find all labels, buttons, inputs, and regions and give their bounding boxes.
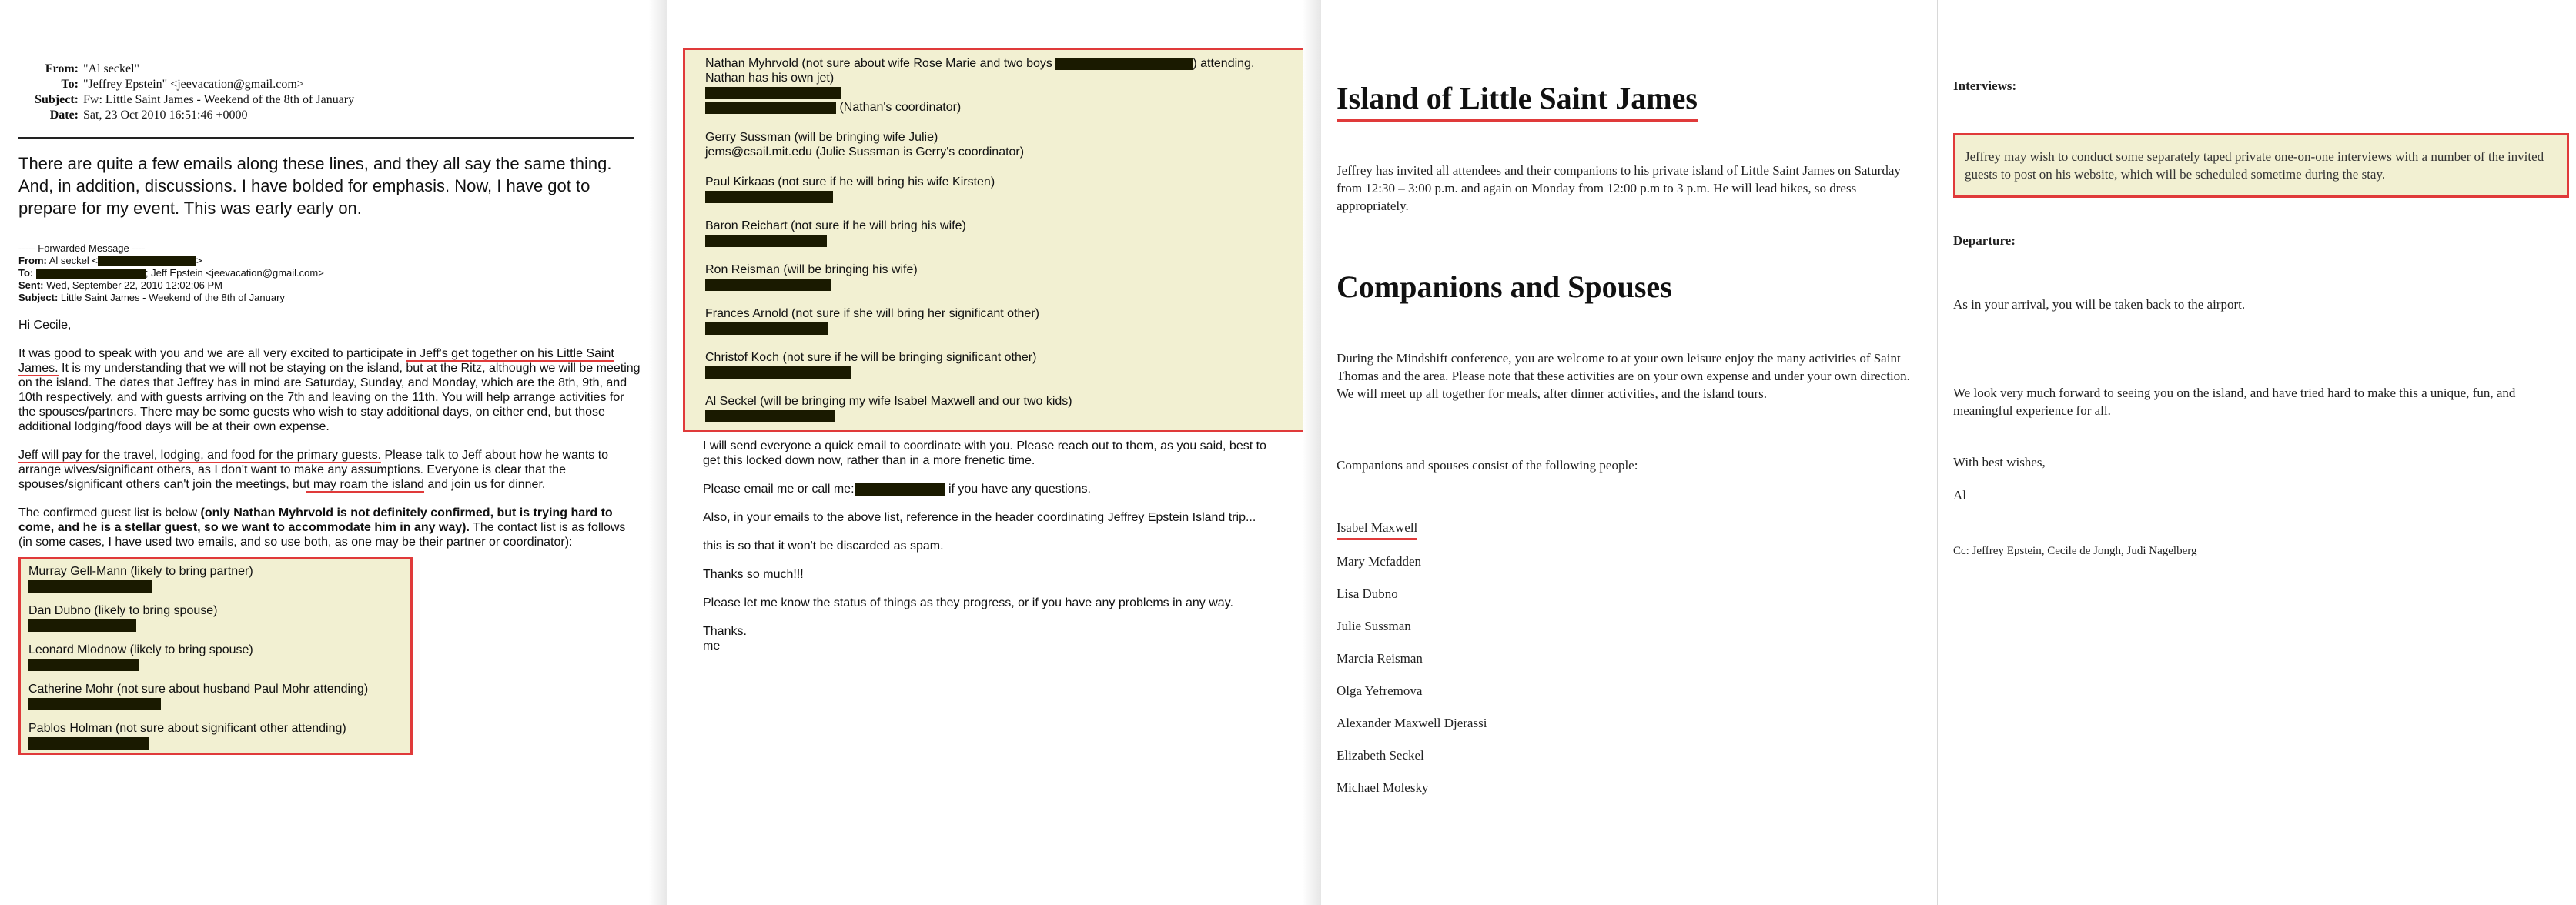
after-paragraph-2 [703, 482, 1286, 496]
date-label: Date: [49, 109, 79, 122]
guest-name: Ron Reisman (will be bringing his wife) [705, 263, 918, 276]
redaction-block [705, 366, 851, 379]
companion-item: Olga Yefremova [1337, 683, 1423, 698]
from-label: From: [45, 62, 79, 75]
redaction-block [28, 659, 139, 671]
after-paragraph-3: Also, in your emails to the above list, reference in the header coordinating Jeffrey Epstein Island trip... [703, 511, 1256, 524]
document-panel-1 [1321, 0, 1937, 905]
page-shadow [649, 0, 667, 905]
redaction-block [705, 235, 827, 247]
highlighted-text: in Jeff's get together on his Little Saint James. [18, 347, 614, 375]
email-header [18, 62, 648, 123]
guest-name: Dan Dubno (likely to bring spouse) [28, 604, 218, 617]
text: The confirmed guest list is below [18, 506, 201, 519]
redaction-block [28, 698, 161, 710]
redaction-block [28, 737, 149, 750]
redaction-block [855, 483, 945, 496]
text: if you have any questions. [945, 483, 1091, 496]
coordinator-note: (Nathan's coordinator) [836, 101, 962, 114]
text: Please email me or call me: [703, 483, 855, 496]
guest-name: Al Seckel (will be bringing my wife Isabel Maxwell and our two kids) [705, 395, 1072, 408]
signature: Al [1953, 488, 1966, 503]
interviews-paragraph: Jeffrey may wish to conduct some separately taped private one-on-one interviews with a number of the invited guests to post on his website, which will be scheduled sometime during the stay. [1965, 149, 2544, 182]
after-paragraph-4: this is so that it won't be discarded as spam. [703, 539, 944, 553]
redaction-block [705, 102, 836, 114]
guest-list-box-2 [683, 48, 1306, 432]
companion-item: Alexander Maxwell Djerassi [1337, 716, 1487, 730]
highlighted-text: Jeff will pay for the travel, lodging, and food for the primary guests. [18, 449, 382, 462]
redaction-block [705, 322, 828, 335]
companions-intro: Companions and spouses consist of the following people: [1337, 458, 1638, 473]
email-panel-1 [0, 0, 667, 905]
companion-item: Julie Sussman [1337, 619, 1411, 633]
intro-paragraph: There are quite a few emails along these lines, and they all say the same thing. And, in addition, discussions. I have bolded for emphasis. Now, I have got to prepare for my event. This was early early on. [18, 154, 612, 218]
forwarded-header [18, 242, 648, 304]
letter-paragraph-2 [18, 448, 642, 492]
fwd-to-label: To: [18, 267, 34, 279]
redaction-block [28, 580, 152, 593]
redaction-block [1055, 58, 1193, 70]
guest-list-box-1 [18, 557, 413, 755]
companions-title: Companions and Spouses [1337, 269, 1672, 304]
guest-name: Baron Reichart (not sure if he will bring his wife) [705, 219, 966, 232]
guest-item [28, 643, 403, 671]
document-panel-2 [1937, 0, 2576, 905]
interviews-box [1953, 133, 2569, 198]
island-paragraph: Jeffrey has invited all attendees and their companions to his private island of Little Saint James on Saturday from 12:30 – 3:00 p.m. and again on Monday from 12:00 p.m to 3 p.m. He will lead hikes, so dress appropriately. [1337, 163, 1901, 213]
guest-name: Frances Arnold (not sure if she will bring her significant other) [705, 307, 1039, 320]
companion-item: Marcia Reisman [1337, 651, 1423, 666]
redaction-block [98, 256, 196, 266]
subject-label: Subject: [35, 93, 79, 106]
guest-name: Christof Koch (not sure if he will be bringing significant other) [705, 351, 1037, 364]
guest-name: Pablos Holman (not sure about significant other attending) [28, 722, 346, 735]
highlighted-text: t may roam the island [306, 478, 424, 491]
companion-item: Michael Molesky [1337, 780, 1429, 795]
text: and join us for dinner. [423, 478, 546, 491]
date-value: Sat, 23 Oct 2010 16:51:46 +0000 [83, 109, 248, 122]
bold-text: (only Nathan Myhrvold is not definitely confirmed, but is trying hard to come, and he is a stellar guest, so we want to accommodate him in any way). [18, 506, 613, 534]
letter-paragraph-1 [18, 346, 642, 434]
after-paragraph-1: I will send everyone a quick email to coordinate with you. Please reach out to them, as you said, best to get this locked down now, rather than in a more frenetic time. [703, 439, 1266, 467]
text: The contact list is as follows (in some cases, I have used two emails, and so use both, as one may be their partner or coordinator): [18, 521, 626, 549]
departure-paragraph: As in your arrival, you will be taken back to the airport. [1953, 297, 2246, 312]
to-label: To: [61, 78, 79, 91]
letter-paragraph-3 [18, 506, 642, 549]
sign-off: Thanks. [703, 625, 747, 638]
fwd-sent: Wed, September 22, 2010 12:02:06 PM [46, 279, 222, 291]
text: It was good to speak with you and we are all very excited to participate [18, 347, 407, 360]
forwarded-marker: ----- Forwarded Message ---- [18, 242, 146, 254]
text: It is my understanding that we will not be staying on the island, but at the Ritz, although we will be meeting on the island. The dates that Jeffrey has in mind are Saturday, Sunday, and Monday, which are the 8th, 9th, and 10th respectively, and with guests arriving on the 7th and leaving on the 11th. You will help arrange activities for the spouses/partners. There may be some guests who wish to stay additional days, on either end, but those additional lodging/food days will be at their own expense. [18, 362, 641, 433]
subject-value: Fw: Little Saint James - Weekend of the 8th of January [83, 93, 355, 106]
island-title: Island of Little Saint James [1337, 80, 1698, 122]
after-paragraph-5: Thanks so much!!! [703, 568, 804, 581]
closing-section [683, 432, 1306, 653]
letter-body [18, 318, 642, 549]
to-value: "Jeffrey Epstein" <jeevacation@gmail.com> [83, 78, 304, 91]
guest-item-nathan [705, 56, 1284, 71]
header-divider [18, 137, 634, 139]
interviews-title: Interviews: [1953, 78, 2017, 93]
guest-name: Nathan Myhrvold (not sure about wife Rose Marie and two boys [705, 57, 1056, 70]
sign-off-name: me [703, 640, 721, 653]
departure-title: Departure: [1953, 233, 2016, 248]
guest-item [705, 394, 1284, 422]
redaction-block [705, 87, 841, 99]
fwd-from-end: > [196, 255, 202, 266]
guest-item [705, 219, 1284, 247]
guest-email: jems@csail.mit.edu (Julie Sussman is Gerry's coordinator) [705, 145, 1025, 159]
fwd-subject-label: Subject: [18, 292, 59, 303]
text: Please talk to Jeff about how he wants to arrange wives/significant others, as I don't want to make any assumptions. Everyone is clear that the spouses/significant others can't join the meetings, bu [18, 449, 609, 491]
guest-name: Catherine Mohr (not sure about husband Paul Mohr attending) [28, 683, 369, 696]
guest-item [705, 262, 1284, 291]
best-wishes: With best wishes, [1953, 455, 2046, 469]
companion-item: Lisa Dubno [1337, 586, 1398, 601]
page-shadow [1303, 0, 1321, 905]
fwd-subject: Little Saint James - Weekend of the 8th of January [60, 292, 285, 303]
text: ) attending. [1193, 57, 1255, 70]
from-value: "Al seckel" [83, 62, 140, 75]
companions-list [1337, 520, 1922, 796]
redaction-block [705, 279, 831, 291]
email-panel-2 [667, 0, 1321, 905]
fwd-from-label: From: [18, 255, 47, 266]
guest-item [705, 306, 1284, 335]
companion-item: Mary Mcfadden [1337, 554, 1421, 569]
companions-paragraph: During the Mindshift conference, you are welcome to at your own leisure enjoy the many activities of Saint Thomas and the area. Please note that these activities are on your own expense and under your own direction. We will meet up all together for meals, after dinner activities, and the island tours. [1337, 351, 1910, 401]
guest-item-gerry: Gerry Sussman (will be bringing wife Julie) [705, 131, 938, 144]
guest-note: Nathan has his own jet) [705, 72, 835, 85]
cc-line: Cc: Jeffrey Epstein, Cecile de Jongh, Judi Nagelberg [1953, 545, 2197, 557]
companion-item: Isabel Maxwell [1337, 520, 1417, 540]
companion-item: Elizabeth Seckel [1337, 748, 1424, 763]
redaction-block [28, 619, 136, 632]
closing-paragraph: We look very much forward to seeing you on the island, and have tried hard to make this a unique, fun, and meaningful experience for all. [1953, 386, 2516, 418]
guest-item [705, 175, 1284, 203]
after-paragraph-6: Please let me know the status of things as they progress, or if you have any problems in any way. [703, 596, 1233, 609]
guest-name: Leonard Mlodnow (likely to bring spouse) [28, 643, 253, 656]
fwd-from: Al seckel < [49, 255, 98, 266]
guest-item [28, 603, 403, 632]
redaction-block [36, 269, 146, 279]
guest-name: Murray Gell-Mann (likely to bring partner) [28, 565, 253, 578]
redaction-block [705, 410, 835, 422]
guest-item [28, 564, 403, 593]
guest-item [705, 350, 1284, 379]
fwd-to: ; Jeff Epstein <jeevacation@gmail.com> [145, 267, 324, 279]
fwd-sent-label: Sent: [18, 279, 44, 291]
guest-name: Paul Kirkaas (not sure if he will bring his wife Kirsten) [705, 175, 995, 189]
redaction-block [705, 191, 833, 203]
guest-item [28, 682, 403, 710]
guest-item [28, 721, 403, 750]
greeting: Hi Cecile, [18, 319, 72, 332]
